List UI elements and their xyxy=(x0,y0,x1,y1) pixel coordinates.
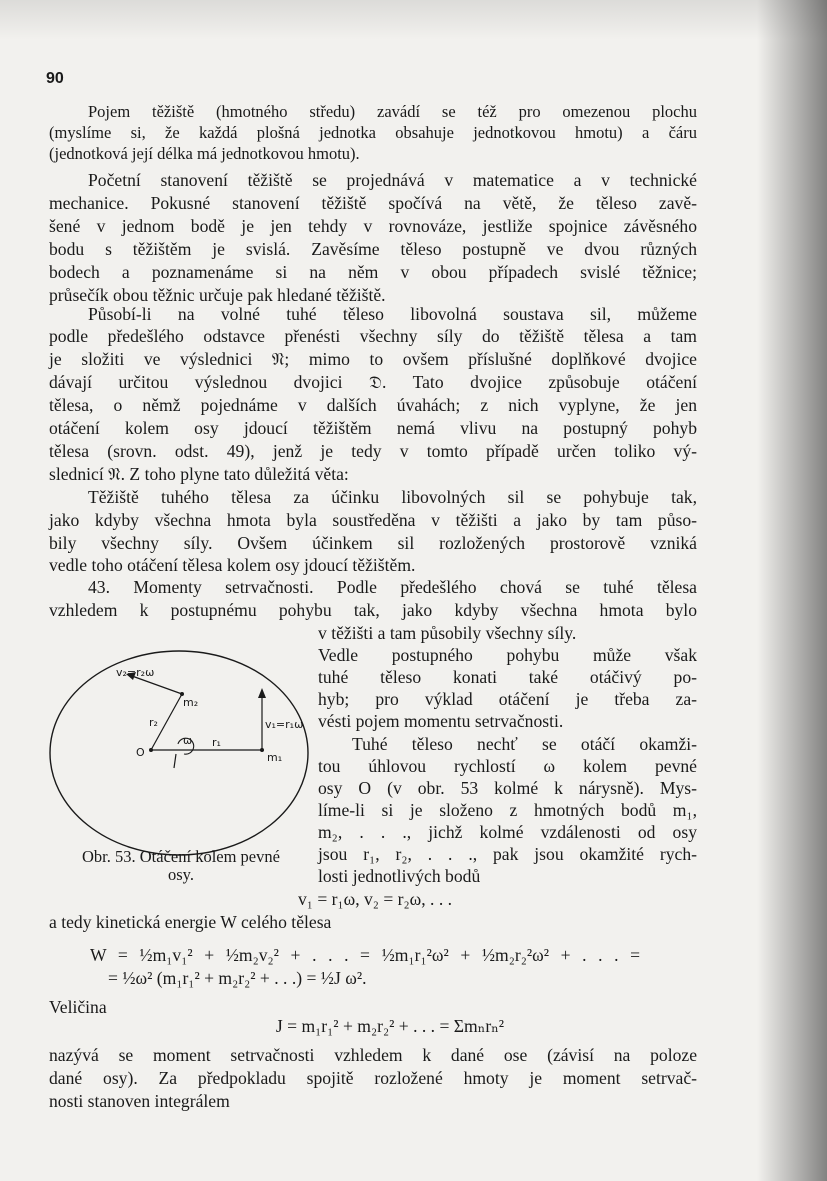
text-line: otáčení kolem osy jdoucí těžištěm nemá vlivu na postupný pohyb xyxy=(49,418,697,438)
text-line: tělesa, o němž pojednáme v dalších úvahách; z nich vyplyne, že jen xyxy=(49,395,697,415)
figure-caption-line: osy. xyxy=(168,865,194,884)
label-r2: r₂ xyxy=(149,716,158,729)
equation-kinetic-energy: W = ½m₁v₁² + ½m₂v₂² + . . . = ½m₁r₁²ω² + ½m₂r₂²ω² + . . . = xyxy=(90,945,640,965)
text-line: Pojem těžiště (hmotného středu) zavádí se též pro omezenou plochu xyxy=(88,102,697,121)
text-line: dávají určitou výslednou dvojici 𝔇. Tato dvojice způsobuje otáčení xyxy=(49,372,697,392)
text-line: slednicí 𝔑. Z toho plyne tato důležitá věta: xyxy=(49,464,349,484)
text-line: bodech a poznamenáme si na něm v obou případech svislé těžnice; xyxy=(49,262,697,282)
figure-caption xyxy=(46,848,316,884)
text-line: v těžišti a tam působily všechny síly. xyxy=(318,623,577,643)
text-line: průsečík obou těžnic určuje pak hledané těžiště. xyxy=(49,285,386,305)
axis-point xyxy=(149,748,153,752)
text-line: (myslíme si, že každá plošná jednotka obsahuje jednotkovou hmotu) a čáru xyxy=(49,123,697,142)
text-line: vzhledem k postupnému pohybu tak, jako kdyby všechna hmota bylo xyxy=(49,600,697,620)
arrowhead-icon xyxy=(258,688,266,698)
text-line: osy O (v obr. 53 kolmé k nárysně). Mys- xyxy=(318,778,697,798)
text-line: losti jednotlivých bodů xyxy=(318,866,481,886)
theorem-line: jako kdyby všechna hmota byla soustředěna v těžišti a jako by tam půso- xyxy=(49,510,697,530)
label-m1: m₁ xyxy=(267,751,283,764)
text-line: nazývá se moment setrvačnosti vzhledem k dané ose (závisí na poloze xyxy=(49,1045,697,1065)
figure-caption-line: Obr. 53. Otáčení kolem pevné xyxy=(82,847,280,866)
text-line: tuhé těleso konati také otáčivý po- xyxy=(318,667,697,687)
page-number: 90 xyxy=(46,70,64,87)
text-line: Působí-li na volné tuhé těleso libovolná soustava sil, můžeme xyxy=(88,304,697,324)
text-line: šené v jednom bodě je jen tehdy v rovnováze, jestliže spojnice závěsného xyxy=(49,216,697,236)
scan-shadow-right xyxy=(757,0,827,1181)
text-line: tělesa (srovn. odst. 49), jenž je tedy v tomto případě určen toliko vý- xyxy=(49,441,697,461)
text-line: Početní stanovení těžiště se projednává v matematice a v technické xyxy=(88,170,697,190)
text-line: tou úhlovou rychlostí ω kolem pevné xyxy=(318,756,697,776)
label-omega: ω xyxy=(183,734,193,747)
label-v2: v₂=r₂ω xyxy=(116,666,155,679)
theorem-line: Těžiště tuhého tělesa za účinku libovolných sil se pohybuje tak, xyxy=(88,487,697,507)
equation-kinetic-energy: = ½ω² (m₁r₁² + m₂r₂² + . . .) = ½J ω². xyxy=(108,968,367,988)
text-line: (jednotková její délka má jednotkovou hmotu). xyxy=(49,144,360,163)
text-line: líme-li si je složeno z hmotných bodů m₁, xyxy=(318,800,697,820)
text-line: jsou r₁, r₂, . . ., pak jsou okamžité rych- xyxy=(318,844,697,864)
text-line: Veličina xyxy=(49,997,107,1017)
text-line: bodu s těžištěm je svislá. Zavěsíme těleso postupně ve dvou různých xyxy=(49,239,697,259)
text-line: Tuhé těleso nechť se otáčí okamži- xyxy=(352,734,697,754)
figure-53 xyxy=(46,646,316,860)
mass-point-m1 xyxy=(260,748,264,752)
section-heading-line: 43. Momenty setrvačnosti. Podle předešlého chová se tuhé tělesa xyxy=(88,577,697,597)
text-line: vésti pojem momentu setrvačnosti. xyxy=(318,711,564,731)
label-m2: m₂ xyxy=(183,696,199,709)
text-line: m₂, . . ., jichž kolmé vzdálenosti od osy xyxy=(318,822,697,842)
text-line: nosti stanoven integrálem xyxy=(49,1091,230,1111)
text-line: dané osy). Za předpokladu spojitě rozložené hmoty je moment setrvač- xyxy=(49,1068,697,1088)
text-line: a tedy kinetická energie W celého tělesa xyxy=(49,912,332,932)
text-line: mechanice. Pokusné stanovení těžiště spočívá na větě, že těleso zavě- xyxy=(49,193,697,213)
text-line: hyb; pro výklad otáčení je třeba za- xyxy=(318,689,697,709)
theorem-line: bily všechny síly. Ovšem účinkem sil rozložených prostorově vzniká xyxy=(49,533,697,553)
theorem-line: vedle toho otáčení tělesa kolem osy jdoucí těžištěm. xyxy=(49,555,416,575)
scan-shadow-top xyxy=(0,0,827,40)
equation-moment-of-inertia: J = m₁r₁² + m₂r₂² + . . . = Σmₙrₙ² xyxy=(275,1016,505,1036)
label-r1: r₁ xyxy=(212,736,221,749)
label-v1: v₁=r₁ω xyxy=(265,718,304,731)
axis-tick xyxy=(174,754,176,768)
label-axis-O: O xyxy=(136,746,145,759)
text-line: podle předešlého odstavce přenésti všechny síly do těžiště tělesa a tam xyxy=(49,326,697,346)
text-line: je složiti ve výslednici 𝔑; mimo to ovšem příslušné doplňkové dvojice xyxy=(49,349,697,369)
equation-velocities: v₁ = r₁ω, v₂ = r₂ω, . . . xyxy=(297,889,453,909)
text-line: Vedle postupného pohybu může však xyxy=(318,645,697,665)
